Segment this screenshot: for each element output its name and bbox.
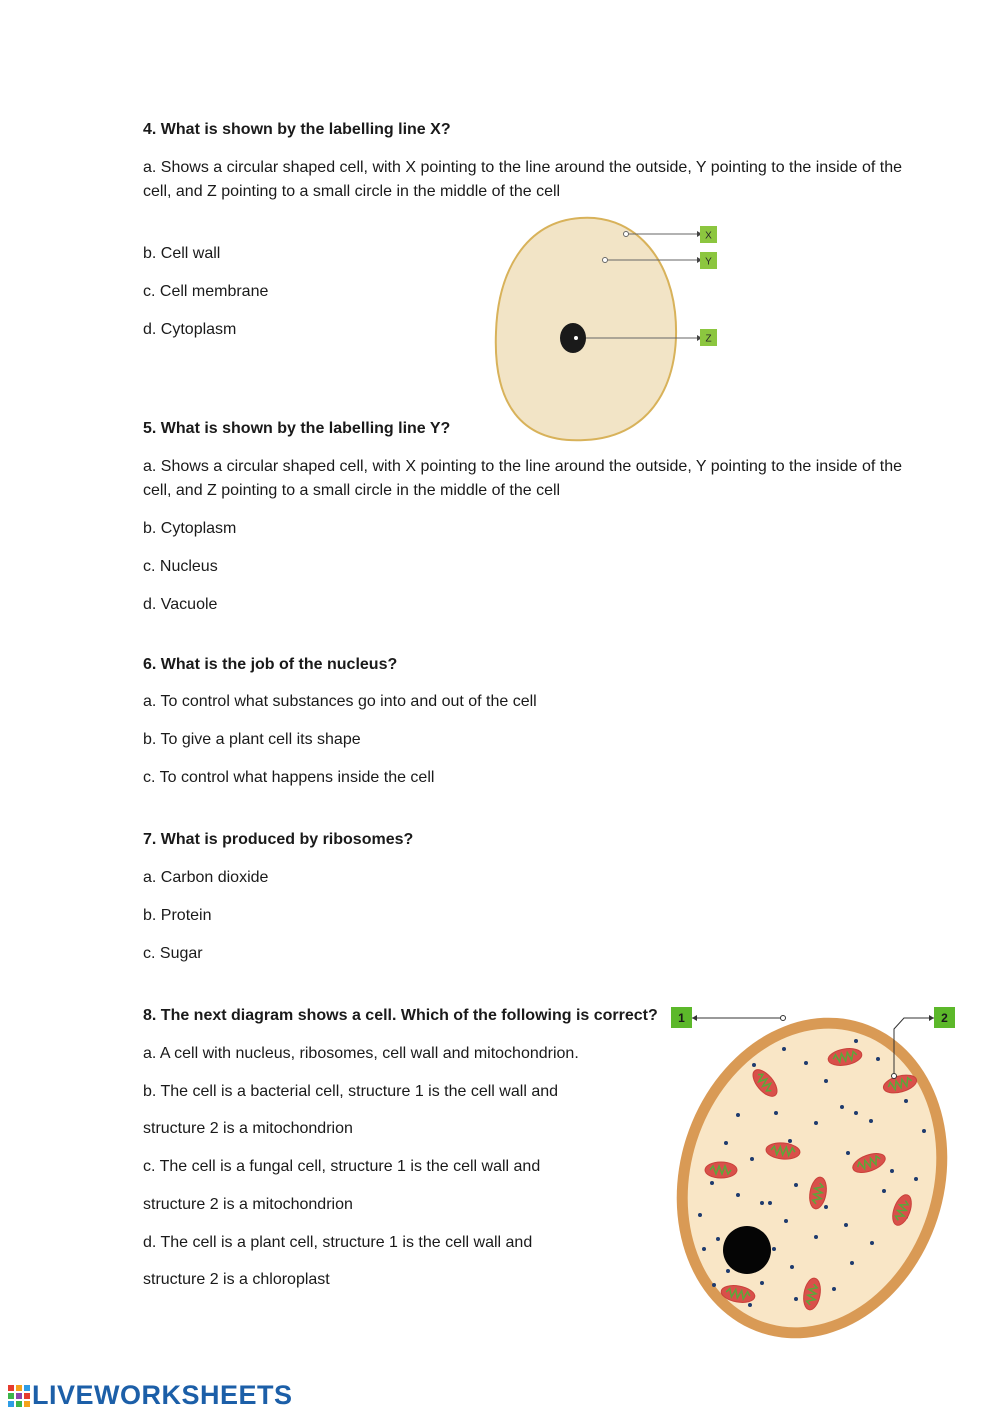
label-1: 1: [678, 1011, 685, 1025]
label-x: X: [705, 230, 712, 242]
cell-diagram-xyz: [490, 212, 725, 447]
liveworksheets-brand: LIVEWORKSHEETS: [32, 1379, 293, 1410]
question-4-option-a: a. Shows a circular shaped cell, with X pointing to the line around the outside, Y pointing to the inside of the cell, and Z pointing to a small circle in the middle of the cell: [143, 159, 903, 200]
question-8-title: 8. The next diagram shows a cell. Which of the following is correct?: [143, 1007, 658, 1024]
question-7-option-c: c. Sugar: [143, 945, 203, 962]
question-7-option-b: b. Protein: [143, 907, 212, 924]
question-4-title: 4. What is shown by the labelling line X?: [143, 121, 451, 138]
liveworksheets-logo[interactable]: [8, 1378, 293, 1412]
label-y: Y: [705, 256, 712, 268]
question-8-option-b: b. The cell is a bacterial cell, structure 1 is the cell wall and: [143, 1083, 559, 1100]
question-8-option-c-cont: structure 2 is a mitochondrion: [143, 1196, 353, 1213]
question-4-option-d: d. Cytoplasm: [143, 321, 237, 338]
liveworksheets-grid-icon: [8, 1383, 30, 1407]
question-8-option-b-cont: structure 2 is a mitochondrion: [143, 1120, 353, 1137]
question-6-option-b: b. To give a plant cell its shape: [143, 731, 361, 748]
question-6-option-c: c. To control what happens inside the cell: [143, 769, 435, 786]
label-z: Z: [705, 333, 712, 345]
question-7-option-a: a. Carbon dioxide: [143, 869, 269, 886]
cell-diagram-2: [666, 1003, 974, 1348]
question-6-title: 6. What is the job of the nucleus?: [143, 656, 398, 673]
nucleus: [560, 323, 586, 353]
question-5-option-b: b. Cytoplasm: [143, 520, 237, 537]
question-7-title: 7. What is produced by ribosomes?: [143, 831, 414, 848]
question-5-title: 5. What is shown by the labelling line Y?: [143, 420, 451, 437]
question-8-option-c: c. The cell is a fungal cell, structure 1 is the cell wall and: [143, 1158, 541, 1175]
question-5-option-c: c. Nucleus: [143, 558, 218, 575]
question-8-option-d-cont: structure 2 is a chloroplast: [143, 1271, 330, 1288]
label-2: 2: [941, 1011, 948, 1025]
question-6-option-a: a. To control what substances go into and out of the cell: [143, 693, 537, 710]
question-5-option-a: a. Shows a circular shaped cell, with X pointing to the line around the outside, Y pointing to the inside of the cell, and Z pointing to a small circle in the middle of the cell: [143, 458, 903, 499]
cell-outline: [496, 218, 676, 441]
nucleus: [723, 1226, 771, 1274]
question-8-option-a: a. A cell with nucleus, ribosomes, cell wall and mitochondrion.: [143, 1045, 579, 1062]
question-4-option-c: c. Cell membrane: [143, 283, 269, 300]
question-5-option-d: d. Vacuole: [143, 596, 218, 613]
question-4-option-b: b. Cell wall: [143, 245, 221, 262]
question-8-option-d: d. The cell is a plant cell, structure 1 is the cell wall and: [143, 1234, 533, 1251]
